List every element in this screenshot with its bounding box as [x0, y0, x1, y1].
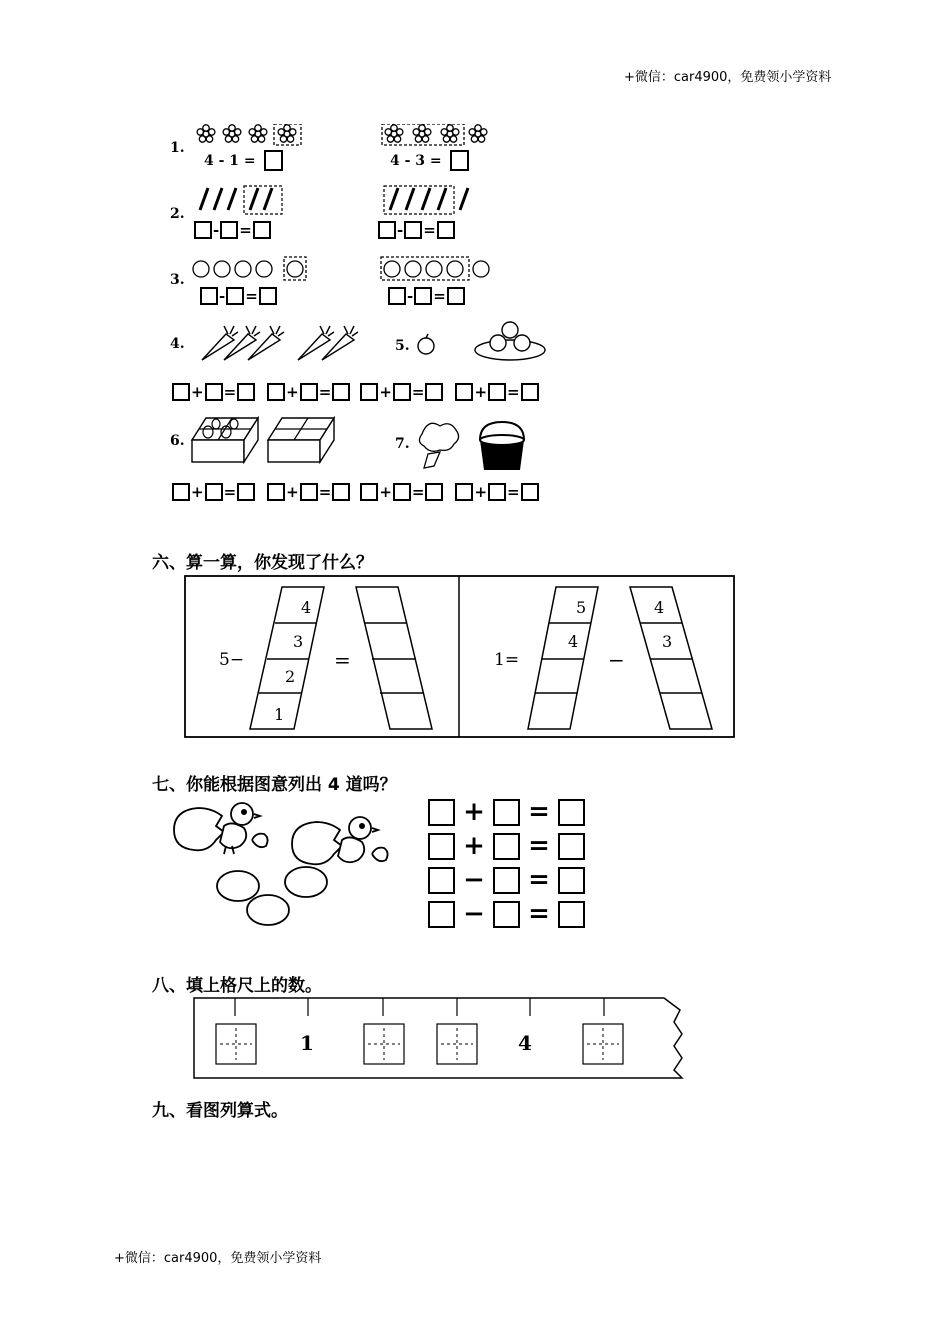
answer-box[interactable]: [558, 901, 585, 928]
answer-box[interactable]: [428, 799, 455, 826]
answer-box[interactable]: [455, 483, 473, 501]
answer-box[interactable]: [300, 383, 318, 401]
section7-equations: + = + = − = − =: [428, 795, 585, 931]
answer-box[interactable]: [172, 483, 190, 501]
apple-plate-image: [472, 316, 548, 364]
answer-box[interactable]: [237, 483, 255, 501]
section7-title: 七、你能根据图意列出 4 道吗？: [152, 775, 397, 795]
answer-box[interactable]: [414, 287, 432, 305]
answer-box[interactable]: [493, 833, 520, 860]
q2-right-equation: - =: [378, 221, 455, 239]
answer-box[interactable]: [360, 483, 378, 501]
ladder-value: 4: [301, 598, 312, 617]
q1-right-eq-text: 4 - 3 =: [390, 152, 442, 169]
answer-box[interactable]: [488, 383, 506, 401]
ruler-value: 4: [518, 1031, 532, 1055]
q3-right-equation: - =: [388, 287, 465, 305]
answer-box[interactable]: [393, 383, 411, 401]
flowers-right: [380, 124, 492, 146]
answer-box[interactable]: [360, 383, 378, 401]
answer-box[interactable]: [425, 383, 443, 401]
ladder-value: 3: [662, 632, 673, 651]
circles-right: [378, 256, 494, 282]
q6-q7-equations: + = + = + = + =: [172, 483, 539, 501]
answer-box[interactable]: [521, 483, 539, 501]
carrots-image: [196, 322, 366, 364]
answer-box[interactable]: [378, 221, 396, 239]
section6-left-prefix: 5−: [219, 650, 245, 670]
circles-left: [190, 256, 310, 282]
answer-box[interactable]: [493, 901, 520, 928]
q7-label: 7.: [395, 436, 410, 452]
answer-box[interactable]: [264, 150, 283, 171]
answer-box[interactable]: [428, 901, 455, 928]
vegetables-bucket-image: [414, 414, 526, 474]
answer-box[interactable]: [447, 287, 465, 305]
answer-box[interactable]: [172, 383, 190, 401]
q3-left-equation: - =: [200, 287, 277, 305]
sticks-right: [380, 184, 476, 216]
ladder-value: 4: [654, 598, 665, 617]
answer-box[interactable]: [205, 383, 223, 401]
answer-box[interactable]: [493, 867, 520, 894]
answer-box[interactable]: [425, 483, 443, 501]
answer-box[interactable]: [300, 483, 318, 501]
ladder-value: 3: [293, 632, 304, 651]
section6-left-equals: =: [334, 648, 351, 672]
answer-box[interactable]: [200, 287, 218, 305]
answer-box[interactable]: [253, 221, 271, 239]
answer-box[interactable]: [558, 799, 585, 826]
answer-box[interactable]: [450, 150, 469, 171]
q4-q5-equations: + = + = + = + =: [172, 383, 539, 401]
answer-box[interactable]: [259, 287, 277, 305]
q4-label: 4.: [170, 336, 185, 352]
chicks-eggs-image: [168, 800, 408, 930]
q1-right-equation: [390, 150, 469, 171]
q6-label: 6.: [170, 433, 185, 449]
q3-label: 3.: [170, 272, 185, 288]
answer-box[interactable]: [428, 867, 455, 894]
watermark-top: +微信：car4900，免费领小学资料: [624, 70, 832, 85]
q2-left-equation: - =: [194, 221, 271, 239]
answer-box[interactable]: [558, 833, 585, 860]
section6-right-minus: −: [608, 648, 625, 672]
q1-left-equation: [204, 150, 283, 171]
q5-label: 5.: [395, 338, 410, 354]
answer-box[interactable]: [267, 383, 285, 401]
section6-right-prefix: 1=: [494, 650, 520, 670]
answer-box[interactable]: [404, 221, 422, 239]
ruler-value: 1: [300, 1031, 314, 1055]
answer-box[interactable]: [521, 383, 539, 401]
q2-label: 2.: [170, 206, 185, 222]
section6-title: 六、算一算，你发现了什么？: [152, 553, 373, 573]
ruler-image: [192, 994, 692, 1082]
flowers-left: [192, 124, 307, 146]
q1-left-eq-text: 4 - 1 =: [204, 152, 256, 169]
answer-box[interactable]: [393, 483, 411, 501]
answer-box[interactable]: [194, 221, 212, 239]
answer-box[interactable]: [220, 221, 238, 239]
section8-title: 八、填上格尺上的数。: [152, 976, 322, 996]
answer-box[interactable]: [237, 383, 255, 401]
answer-box[interactable]: [437, 221, 455, 239]
answer-box[interactable]: [493, 799, 520, 826]
ladder-value: 5: [576, 598, 587, 617]
apple-icon: [414, 332, 438, 356]
answer-box[interactable]: [455, 383, 473, 401]
watermark-bottom: +微信：car4900，免费领小学资料: [114, 1251, 322, 1266]
answer-box[interactable]: [332, 483, 350, 501]
answer-box[interactable]: [226, 287, 244, 305]
sticks-left: [194, 184, 286, 216]
ladder-value: 1: [274, 705, 285, 724]
ladder-value: 4: [568, 632, 579, 651]
answer-box[interactable]: [428, 833, 455, 860]
section9-title: 九、看图列算式。: [152, 1101, 288, 1121]
answer-box[interactable]: [558, 867, 585, 894]
answer-box[interactable]: [267, 483, 285, 501]
answer-box[interactable]: [205, 483, 223, 501]
answer-box[interactable]: [332, 383, 350, 401]
ladder-value: 2: [285, 667, 296, 686]
answer-box[interactable]: [388, 287, 406, 305]
answer-box[interactable]: [488, 483, 506, 501]
q1-label: 1.: [170, 140, 185, 156]
egg-boxes-image: [188, 414, 340, 466]
